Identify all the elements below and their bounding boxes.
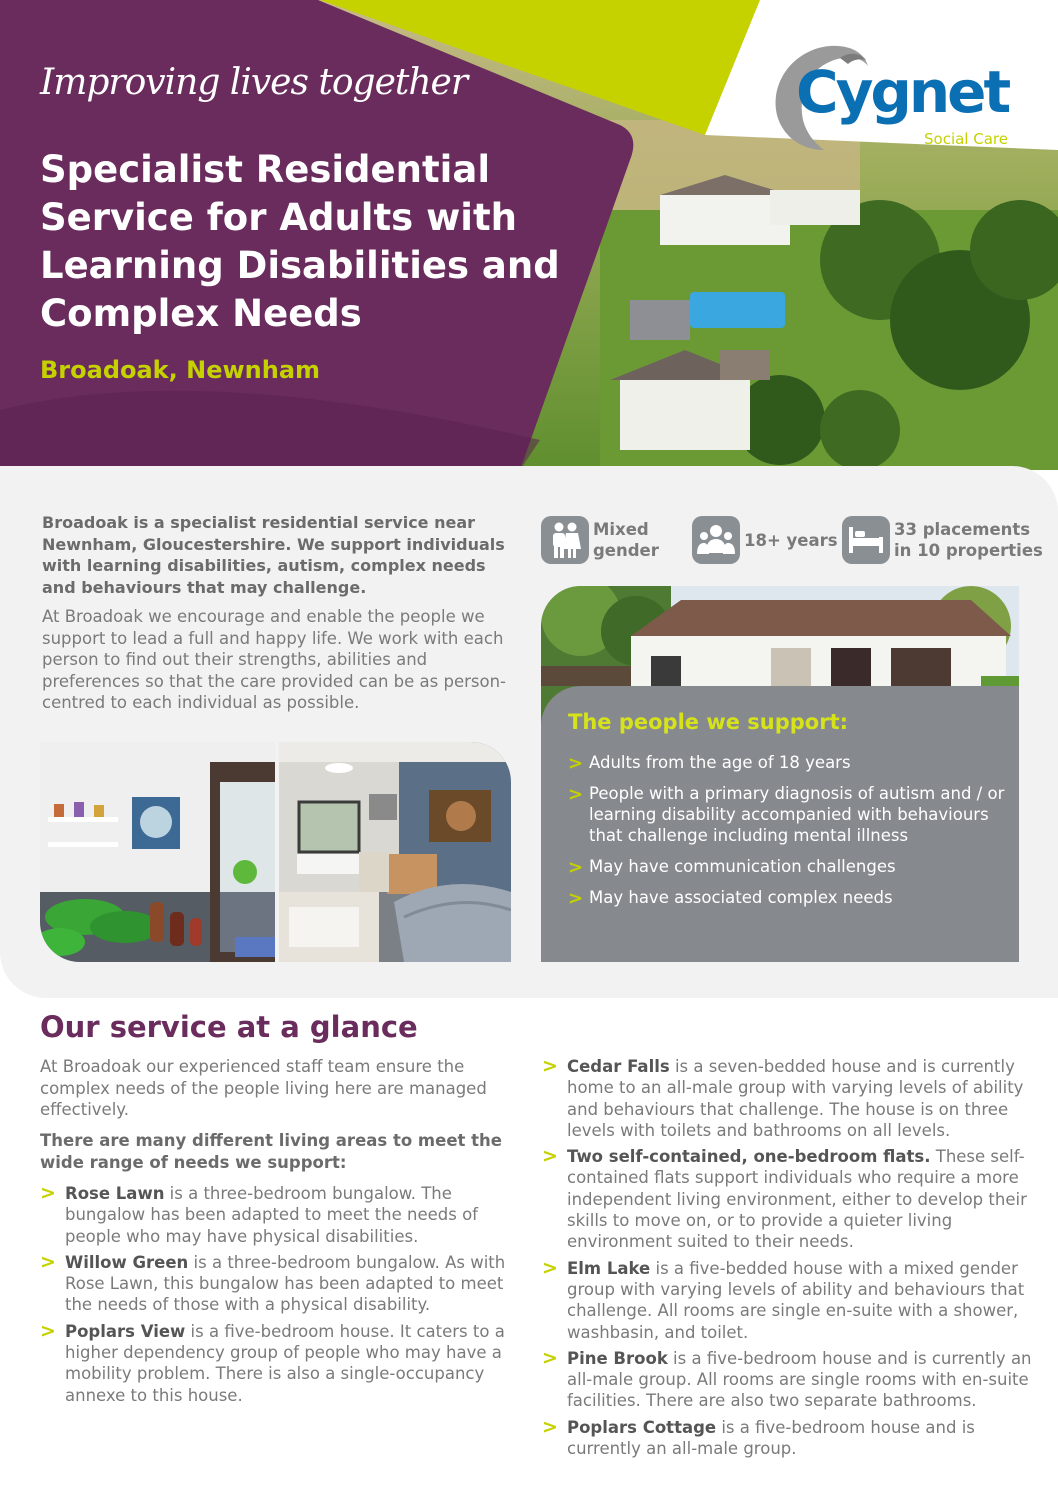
stat-age-label: 18+ years [744,530,838,550]
area-name: Pine Brook [567,1348,668,1368]
section-title: Our service at a glance [40,1010,418,1044]
list-item: > People with a primary diagnosis of autism and / or learning disability accompanied with behaviours that challenge including mental illness [568,784,1005,845]
stat-gender-label: Mixed gender [593,520,659,560]
area-name: Willow Green [65,1252,189,1272]
stat-age [692,514,838,566]
group-icon [692,516,740,564]
chevron-right-icon: > [542,1415,558,1438]
area-name: Two self-contained, one-bedroom flats. [567,1147,931,1167]
area-name: Rose Lawn [65,1184,165,1203]
support-title: The people we support: [568,710,849,734]
tagline: Improving lives together [40,62,468,103]
logo-subtitle: Social Care [924,130,1008,148]
bedroom-photo [279,742,511,962]
area-name: Elm Lake [567,1258,651,1278]
list-item: > May have communication challenges [568,857,896,878]
people-gender-icon [541,516,589,564]
list-item: > Pine Brook is a five-bedroom house and is currently an all-male group. All rooms are single rooms with en-suite facilities. There are also two separate bathrooms. [542,1346,1032,1411]
sensory-room-photo [40,742,275,962]
list-item: > May have associated complex needs [568,888,893,909]
list-item: > Poplars View is a five-bedroom house. It caters to a higher dependency group of people who may have a mobility problem. There is also a single-occupancy annexe to this house. [40,1319,505,1405]
list-item: > Adults from the age of 18 years [568,753,851,774]
intro-body: At Broadoak we encourage and enable the people we support to lead a full and happy life. We work with each person to find out their strengths, abilities and preferences so that the care provided can be as person-centred to each individual as possible. [42,607,507,712]
chevron-right-icon: > [568,784,584,805]
chevron-right-icon: > [542,1346,558,1369]
chevron-right-icon: > [40,1182,56,1204]
list-item: > Cedar Falls is a seven-bedded house and is currently home to an all-male group with varying levels of ability and behaviours that challenge. The house is on three levels with toilets and bathrooms on all levels. [542,1055,1024,1140]
living-areas-list-left [40,1183,510,1411]
intro-lead: Broadoak is a specialist residential service near Newnham, Gloucestershire. We support individuals with learning disabilities, autism, complex needs and behaviours that may challenge. [42,513,505,597]
chevron-right-icon: > [542,1055,558,1077]
section-subheading: There are many different living areas to meet the wide range of needs we support: [40,1131,502,1172]
area-name: Poplars View [65,1321,186,1341]
chevron-right-icon: > [40,1319,56,1342]
list-item: > Two self-contained, one-bedroom flats. These self-contained flats support individuals who require a more independent living environment, either to develop their skills to move on, or to provide a quieter living environment suited to their needs. [542,1145,1027,1252]
stat-gender [541,514,659,566]
living-areas-list-right [542,1056,1034,1464]
stat-placements-label: 33 placements in 10 properties [894,520,1043,560]
stat-placements [842,514,1043,566]
chevron-right-icon: > [542,1145,558,1168]
area-name: Poplars Cottage [567,1417,717,1437]
section-intro: At Broadoak our experienced staff team ensure the complex needs of the people living here are managed effectively. [40,1057,487,1119]
bed-icon [842,516,890,564]
area-name: Cedar Falls [567,1057,670,1076]
logo-wordmark: Cygnet [796,58,1009,126]
list-item: > Rose Lawn is a three-bedroom bungalow. The bungalow has been adapted to meet the needs of people who may have physical disabilities. [40,1182,478,1246]
chevron-right-icon: > [542,1256,558,1279]
chevron-right-icon: > [568,857,584,878]
page-title: Specialist Residential Service for Adults with Learning Disabilities and Complex Needs [40,148,560,335]
support-list [568,752,1008,918]
chevron-right-icon: > [568,888,584,909]
chevron-right-icon: > [568,753,584,774]
list-item: > Elm Lake is a five-bedded house with a mixed gender group with varying levels of ability and behaviours that challenge. All rooms are single en-suite with a shower, washbasin, and toilet. [542,1256,1025,1342]
list-item: > Willow Green is a three-bedroom bungalow. As with Rose Lawn, this bungalow has been adapted to meet the needs of those with a physical disability. [40,1250,506,1315]
chevron-right-icon: > [40,1250,56,1273]
location-subtitle: Broadoak, Newnham [40,356,321,384]
list-item: > Poplars Cottage is a five-bedroom house and is currently an all-male group. [542,1415,975,1459]
